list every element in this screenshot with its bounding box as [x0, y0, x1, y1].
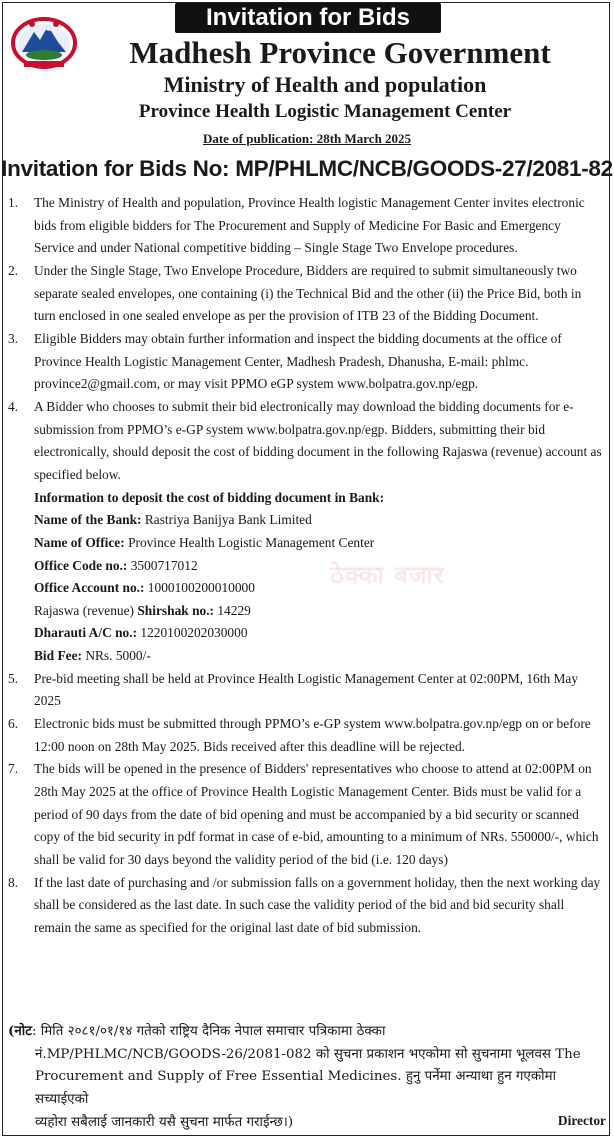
org-title: Madhesh Province Government — [129, 35, 551, 70]
ifb-number: Invitation for Bids No: MP/PHLMC/NCB/GOODS-27/2081-82 — [1, 156, 613, 181]
bid-fee-row: Bid Fee: NRs. 5000/- — [34, 648, 151, 664]
publication-date: Date of publication: 28th March 2025 — [202, 131, 412, 146]
list-item: 4. A Bidder who chooses to submit their bid electronically may download the bidding documents for e-submission from PPMO’s e-GP system www.bolpatra.gov.np/egp. Bidders, submitting their bid electronically, should deposit the cost of bidding document in the following Rajaswa (revenue) account as specified below. — [8, 398, 602, 482]
list-item: 6. Electronic bids must be submitted through PPMO’s e-GP system www.bolpatra.gov.np/egp on or before 12:00 noon on 28th May 2025. Bids received after this deadline will be rejected. — [8, 716, 591, 754]
bank-name-row: Name of the Bank: Rastriya Banijya Bank Limited — [34, 512, 312, 528]
list-item: 3. Eligible Bidders may obtain further information and inspect the bidding documents at the office of Province Health Logistic Management Center, Madhesh Pradesh, Dhanusha, E-mail: phlmc. province2@gmail.com, or may visit PPMO eGP system www.bolpatra.gov.np/egp. — [8, 330, 562, 392]
signature-title: Director — [557, 1113, 606, 1128]
list-item: 2. Under the Single Stage, Two Envelope Procedure, Bidders are required to submit simultaneously two separate sealed envelopes, one containing (i) the Technical Bid and the other (ii) the Price Bid, both in turn enclosed in one sealed envelope as per the provision of ITB 23 of the Bidding Document. — [8, 262, 582, 324]
dharauti-row: Dharauti A/C no.: 1220100202030000 — [34, 625, 248, 641]
bank-info-heading: Information to deposit the cost of bidding document in Bank: — [34, 489, 385, 505]
banner-title: Invitation for Bids — [175, 3, 441, 33]
list-item: 1. The Ministry of Health and population, Province Health logistic Management Center invites electronic bids from eligible bidders for The Procurement and Supply of Medicine For Basic and Emergency Service and under National competitive bidding – Single Stage Two Envelope procedures. — [8, 195, 585, 256]
notice-body — [8, 192, 604, 940]
shirshak-row: Rajaswa (revenue) Shirshak no.: 14229 — [34, 602, 251, 618]
bank-info — [8, 487, 604, 668]
list-item: 8. If the last date of purchasing and /or submission falls on a government holiday, then the next working day shall be considered as the last date. In such case the validity period of the bid and bid security shall remain the same as specified for the original last date of bid submission. — [8, 874, 601, 935]
office-name-row: Name of Office: Province Health Logistic Management Center — [34, 534, 375, 550]
list-item: 7. The bids will be opened in the presence of Bidders' representatives who choose to attend at 02:00PM on 28th May 2025 at the office of Province Health Logistic Management Center. Bids must be valid for a period of 90 days from the date of bid opening and must be accompanied by a bid security or scanned copy of the bid security in pdf format in case of e-bid, amounting to a minimum of NRs. 550000/-, which shall be valid for 30 days beyond the validity period of the bid (i.e. 120 days) — [8, 761, 599, 868]
government-emblem-icon — [10, 12, 78, 70]
ministry-title: Ministry of Health and population — [163, 72, 487, 97]
center-title: Province Health Logistic Management Center — [138, 101, 512, 122]
office-code-row: Office Code no.: 3500717012 — [34, 557, 198, 573]
office-account-row: Office Account no.: 1000100200010000 — [34, 580, 255, 596]
watermark: ठेक्का बजार — [330, 561, 445, 589]
list-item: 5. Pre-bid meeting shall be held at Province Health Logistic Management Center at 02:00PM, 16th May 2025 — [8, 670, 579, 709]
correction-note: (नोट: मिति २०८१/०१/१४ गतेको राष्ट्रिय दैनिक नेपाल समाचार पत्रिकामा ठेक्का नं.MP/PHLMC/NCB/GOODS-26/2081-082 को सुचना प्रकाशन भएकोमा सो सुचनामा भूलवस The Procurement and Supply of Free Essential Medicines. हुनु पर्नेमा अन्याथा हुन गएकोमा सच्याईएको व्यहोरा सबैलाई जानकारी यसै सुचना मार्फत गराईन्छ।) — [8, 1023, 581, 1130]
